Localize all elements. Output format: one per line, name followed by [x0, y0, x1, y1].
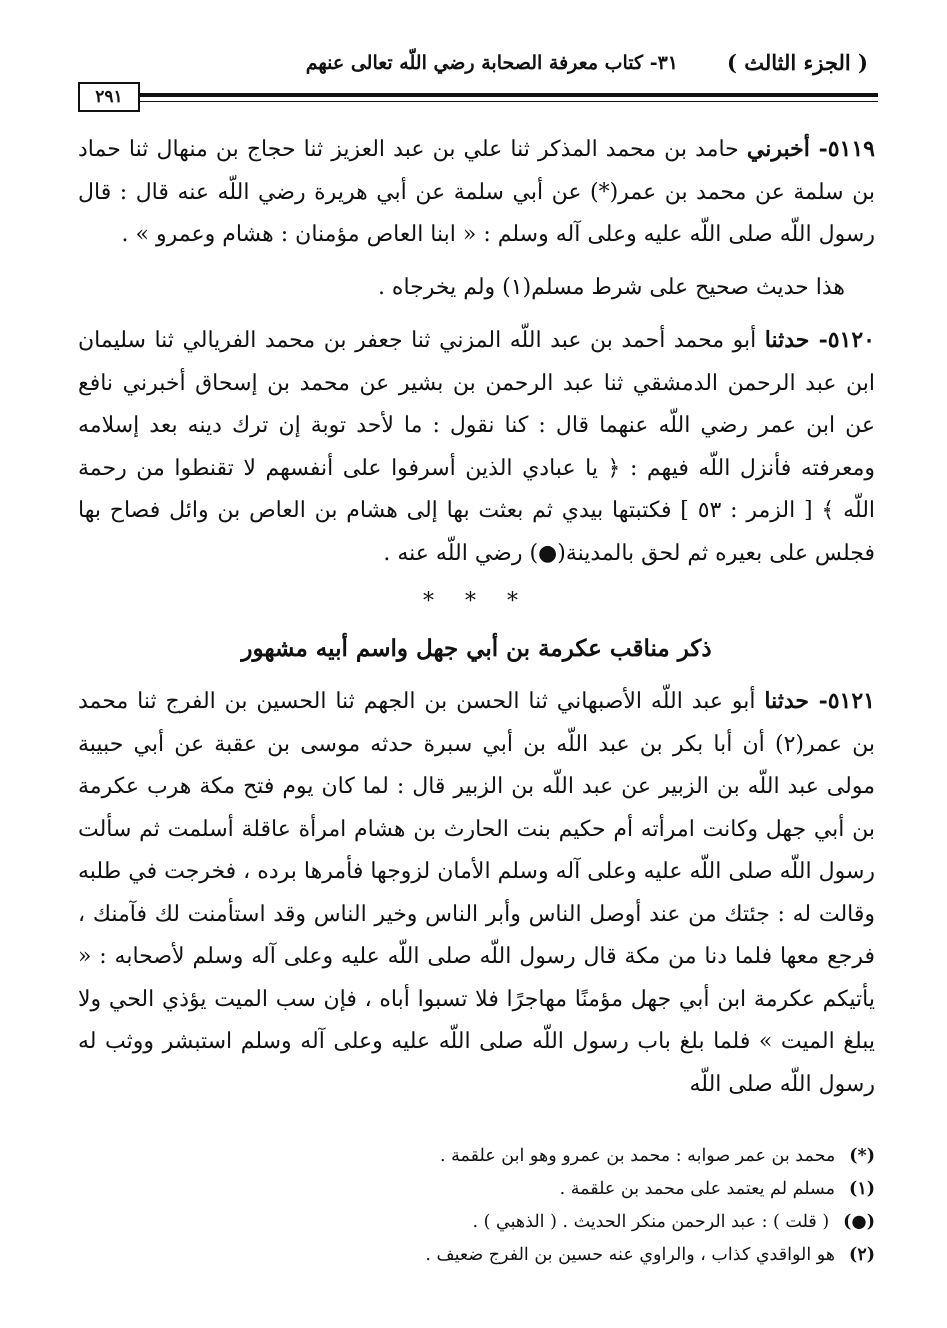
footnote-text: هو الواقدي كذاب ، والراوي عنه حسين بن الفرج ضعيف . [425, 1245, 836, 1265]
header-rule-thin [140, 101, 878, 102]
header-rule-thick [140, 93, 878, 97]
footnote-mark: (٢) [849, 1245, 875, 1265]
book-title: ٣١- كتاب معرفة الصحابة رضي اللّه تعالى عنهم [305, 52, 678, 74]
hadith-paragraph [78, 128, 875, 257]
hadith-text: أبو عبد اللّه الأصبهاني ثنا الحسن بن الجهم ثنا الحسين بن الفرج ثنا محمد بن عمر(٢) أن أبا بكر بن عبد اللّه بن أبي سبرة حدثه موسى بن عقبة عن أبي حبيبة مولى عبد اللّه بن الزبير عن عبد اللّه بن الزبير قال : لما كان يوم فتح مكة هرب عكرمة بن أبي جهل وكانت امرأته أم حكيم بنت الحارث بن هشام امرأة عاقلة أسلمت ثم سألت رسول اللّه صلى اللّه عليه وعلى آله وسلم الأمان لزوجها فأمرها برده ، فخرجت في طلبه وقالت له : جئتك من عند أوصل الناس وأبر الناس وخير الناس وقد استأمنت لك فآمنك ، فرجع معها فلما دنا من مكة قال رسول اللّه صلى اللّه عليه وعلى آله وسلم لأصحابه : « يأتيكم عكرمة ابن أبي جهل مؤمنًا مهاجرًا فلا تسبوا أباه ، فإن سب الميت يؤذي الحي ولا يبلغ الميت » فلما بلغ باب رسول اللّه صلى اللّه عليه وعلى آله وسلم استبشر ووثب له رسول اللّه صلى اللّه [78, 689, 876, 1097]
footnote-text: محمد بن عمر صوابه : محمد بن عمرو وهو ابن علقمة . [440, 1146, 836, 1166]
footnote-text: ( قلت ) : عبد الرحمن منكر الحديث . ( الذهبي ) . [472, 1212, 830, 1232]
hadith-lead-word: حدثنا [764, 327, 810, 353]
footnote-text: مسلم لم يعتمد على محمد بن علقمة . [559, 1179, 836, 1199]
footnote [78, 1173, 875, 1206]
grading-paragraph [78, 267, 875, 310]
hadith-lead-word: أخبرني [746, 136, 810, 162]
hadith-paragraph [78, 319, 875, 575]
volume-label: ( الجزء الثالث ) [726, 50, 868, 75]
section-separator: * * * [423, 589, 530, 614]
hadith-number: ٥١٢٠- [809, 327, 875, 353]
hadith-text: أبو محمد أحمد بن عبد اللّه المزني ثنا جعفر بن محمد الفريالي ثنا سليمان ابن عبد الرحمن الدمشقي ثنا عبد الرحمن بن بشير عن محمد بن إسحاق أخبرني نافع عن ابن عمر رضي اللّه عنهما قال : كنا نقول : ما لأحد توبة إن ترك دينه بعد إسلامه ومعرفته فأنزل اللّه فيهم : ﴿ يا عبادي الذين أسرفوا على أنفسهم لا تقنطوا من رحمة اللّه ﴾ [ الزمر : ٥٣ ] فكتبتها بيدي ثم بعثت بها إلى هشام بن العاص بن وائل فصاح بها فجلس على بعيره ثم لحق بالمدينة(●) رضي اللّه عنه . [78, 328, 876, 566]
page-body [78, 128, 875, 1106]
footnote-mark: (●) [843, 1212, 875, 1232]
hadith-lead-word: حدثنا [764, 688, 810, 714]
section-title: ذكر مناقب عكرمة بن أبي جهل واسم أبيه مشهور [241, 634, 712, 662]
footnote [78, 1206, 875, 1239]
page-header [78, 40, 878, 107]
hadith-text: حامد بن محمد المذكر ثنا علي بن عبد العزيز ثنا حجاج بن منهال ثنا حماد بن سلمة عن محمد بن عمر(*) عن أبي سلمة عن أبي هريرة رضي اللّه عنه قال : قال رسول اللّه صلى اللّه عليه وعلى آله وسلم : « ابنا العاص مؤمنان : هشام وعمرو » . [78, 137, 875, 247]
footnote [78, 1140, 875, 1173]
hadith-paragraph [78, 680, 875, 1106]
footnote-mark: (١) [849, 1179, 875, 1199]
page-number: ٢٩١ [78, 82, 140, 112]
grading-text: هذا حديث صحيح على شرط مسلم(١) ولم يخرجاه . [377, 274, 845, 300]
footnotes [78, 1140, 875, 1272]
hadith-number: ٥١١٩- [809, 136, 875, 162]
footnote-mark: (*) [849, 1146, 875, 1166]
hadith-number: ٥١٢١- [809, 688, 875, 714]
footnote [78, 1239, 875, 1272]
